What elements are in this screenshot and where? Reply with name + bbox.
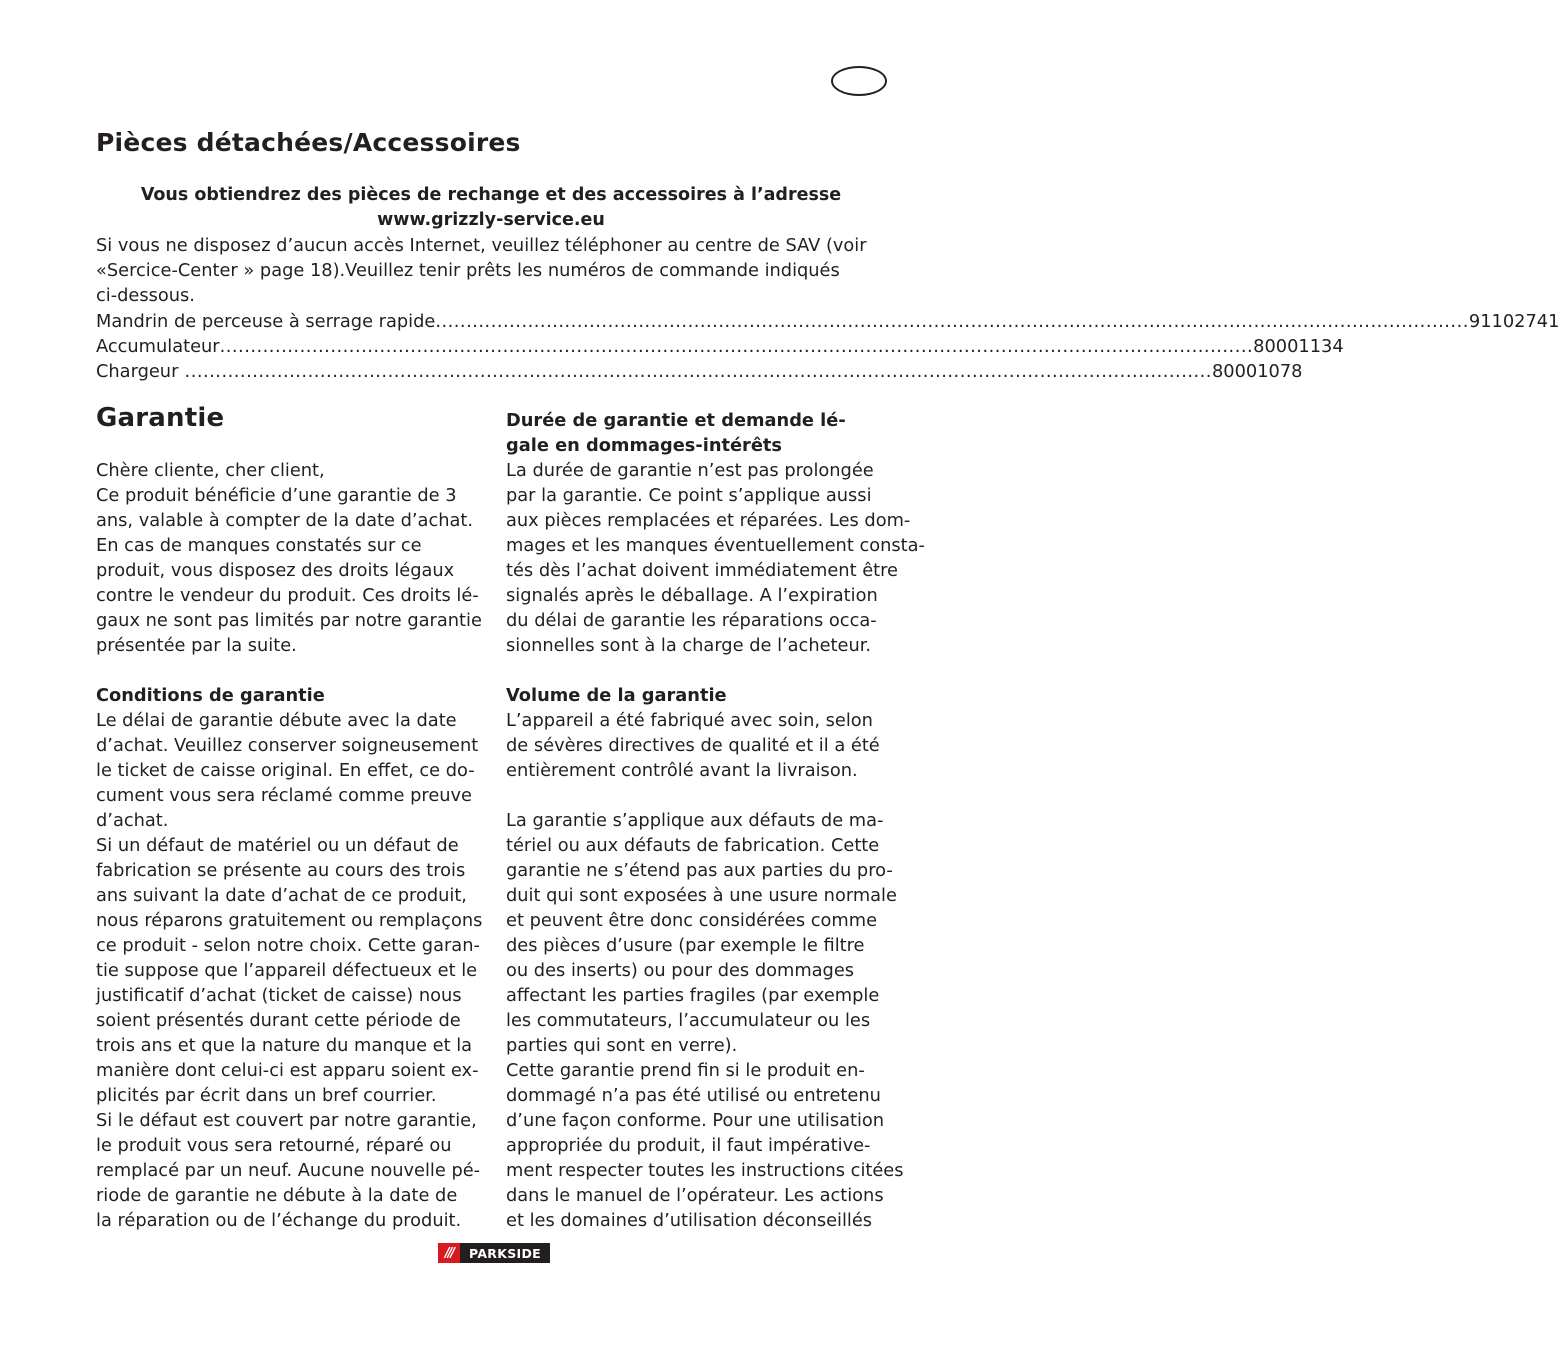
text-line: plicités par écrit dans un bref courrier. [96, 1085, 437, 1106]
text-line: tie suppose que l’appareil défectueux et le [96, 960, 478, 981]
subsection-heading: Durée de garantie et demande lé- [506, 410, 846, 431]
text-line [96, 658, 482, 683]
parts-list [96, 309, 1559, 384]
logo-brand: PARKSIDE [460, 1243, 550, 1263]
text-line: sionnelles sont à la charge de l’acheteur. [506, 635, 872, 656]
text-line: Cette garantie prend fin si le produit en- [506, 1060, 865, 1081]
subsection-heading: Volume de la garantie [506, 685, 727, 706]
part-name: Mandrin de perceuse à serrage rapide [96, 311, 436, 332]
text-line: cument vous sera réclamé comme preuve [96, 785, 473, 806]
order-notice-url: www.grizzly-service.eu [377, 210, 605, 230]
text-line: Si un défaut de matériel ou un défaut de [96, 835, 459, 856]
text-line: la réparation ou de l’échange du produit. [96, 1210, 462, 1231]
text-line: En cas de manques constatés sur ce [96, 535, 422, 556]
text-line: d’achat. Veuillez conserver soigneusement [96, 735, 479, 756]
parkside-logo [438, 1243, 550, 1263]
text-line: remplacé par un neuf. Aucune nouvelle pé- [96, 1160, 481, 1181]
text-line: nous réparons gratuitement ou remplaçons [96, 910, 483, 931]
text-line: dans le manuel de l’opérateur. Les actions [506, 1185, 884, 1206]
text-line: duit qui sont exposées à une usure normale [506, 885, 897, 906]
text-line: appropriée du produit, il faut impérative- [506, 1135, 871, 1156]
text-line: ans, valable à compter de la date d’achat. [96, 510, 474, 531]
text-line: justificatif d’achat (ticket de caisse) nous [96, 985, 462, 1006]
part-name: Accumulateur [96, 336, 220, 357]
section-title-warranty: Garantie [96, 403, 225, 433]
text-line: ce produit - selon notre choix. Cette garan- [96, 935, 480, 956]
text-line: mages et les manques éventuellement consta- [506, 535, 925, 556]
text-line: soient présentés durant cette période de [96, 1010, 461, 1031]
text-line: ment respecter toutes les instructions citées [506, 1160, 904, 1181]
warranty-right-column [506, 408, 925, 1233]
logo-stripes: /// [444, 1245, 454, 1261]
text-line: contre le vendeur du produit. Ces droits lé- [96, 585, 479, 606]
text-line: entièrement contrôlé avant la livraison. [506, 760, 858, 781]
text-line: Le délai de garantie débute avec la date [96, 710, 457, 731]
part-number: 80001078 [1211, 361, 1303, 382]
text-line: signalés après le déballage. A l’expiration [506, 585, 878, 606]
part-row [96, 309, 1559, 334]
text-line: Si le défaut est couvert par notre garantie, [96, 1110, 477, 1131]
text-line: Chère cliente, cher client, [96, 460, 325, 481]
part-row [96, 359, 1303, 384]
text-line: garantie ne s’étend pas aux parties du pro- [506, 860, 893, 881]
text-line: produit, vous disposez des droits légaux [96, 560, 455, 581]
text-line: les commutateurs, l’accumulateur ou les [506, 1010, 871, 1031]
part-number: 91102741 [1468, 311, 1559, 332]
text-line: parties qui sont en verre). [506, 1035, 738, 1056]
text-line: ans suivant la date d’achat de ce produit, [96, 885, 467, 906]
text-line: gaux ne sont pas limités par notre garantie [96, 610, 482, 631]
page-title: Pièces détachées/Accessoires [96, 128, 521, 157]
text-line: La durée de garantie n’est pas prolongée [506, 460, 874, 481]
order-notice-line: Vous obtiendrez des pièces de rechange et des accessoires à l’adresse [140, 185, 842, 205]
text-line: trois ans et que la nature du manque et la [96, 1035, 473, 1056]
warranty-left-column [96, 458, 482, 1233]
part-row [96, 334, 1344, 359]
text-line: fabrication se présente au cours des trois [96, 860, 466, 881]
text-line: tés dès l’achat doivent immédiatement être [506, 560, 898, 581]
subsection-heading: Conditions de garantie [96, 685, 325, 706]
text-line: L’appareil a été fabriqué avec soin, selon [506, 710, 873, 731]
part-name: Chargeur [96, 361, 179, 382]
text-line [506, 783, 925, 808]
text-line: présentée par la suite. [96, 635, 297, 656]
dot-leader: ....................................................................................................................................................................... [178, 361, 1212, 382]
text-line: du délai de garantie les réparations occa- [506, 610, 877, 631]
dot-leader: ........................................................................................................................................................................ [435, 311, 1469, 332]
text-line: ci-dessous. [96, 285, 195, 306]
text-line: le produit vous sera retourné, réparé ou [96, 1135, 452, 1156]
text-line: Si vous ne disposez d’aucun accès Internet, veuillez téléphoner au centre de SAV (voir [96, 235, 867, 256]
text-line: et les domaines d’utilisation déconseillés [506, 1210, 873, 1231]
text-line: le ticket de caisse original. En effet, ce do- [96, 760, 475, 781]
text-line: dommagé n’a pas été utilisé ou entretenu [506, 1085, 881, 1106]
text-line: «Sercice-Center » page 18).Veuillez tenir prêts les numéros de commande indiqués [96, 260, 840, 281]
text-line: ou des inserts) ou pour des dommages [506, 960, 855, 981]
text-line: d’une façon conforme. Pour une utilisation [506, 1110, 885, 1131]
intro-paragraph [96, 233, 867, 308]
text-line: tériel ou aux défauts de fabrication. Cette [506, 835, 880, 856]
part-number: 80001134 [1253, 336, 1344, 357]
text-line: aux pièces remplacées et réparées. Les dom- [506, 510, 911, 531]
text-line [506, 658, 925, 683]
text-line: La garantie s’applique aux défauts de ma- [506, 810, 884, 831]
order-notice [96, 183, 886, 233]
text-line: par la garantie. Ce point s’applique aussi [506, 485, 872, 506]
text-line: de sévères directives de qualité et il a été [506, 735, 880, 756]
language-tab-oval [831, 66, 887, 96]
subsection-heading: gale en dommages-intérêts [506, 435, 782, 456]
text-line: Ce produit bénéficie d’une garantie de 3 [96, 485, 457, 506]
dot-leader: ........................................................................................................................................................................ [219, 336, 1254, 357]
text-line: riode de garantie ne débute à la date de [96, 1185, 458, 1206]
text-line: d’achat. [96, 810, 169, 831]
text-line: et peuvent être donc considérées comme [506, 910, 878, 931]
text-line: affectant les parties fragiles (par exemple [506, 985, 880, 1006]
text-line: des pièces d’usure (par exemple le filtre [506, 935, 865, 956]
text-line: manière dont celui-ci est apparu soient ex- [96, 1060, 479, 1081]
